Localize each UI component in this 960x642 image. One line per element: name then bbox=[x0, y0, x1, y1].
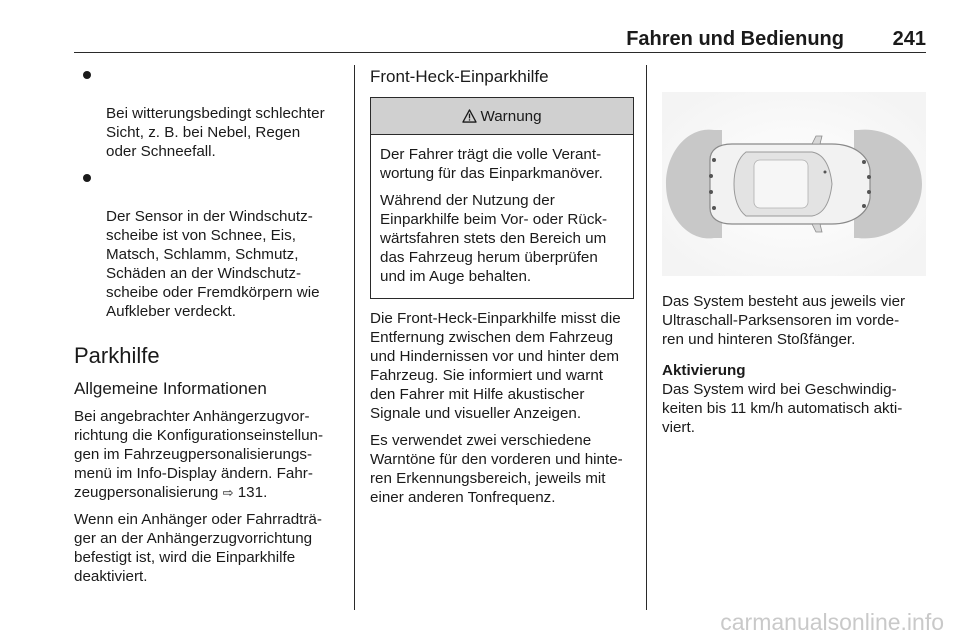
header-rule bbox=[74, 52, 926, 53]
section-heading: Front-Heck-Einparkhilfe bbox=[370, 67, 549, 86]
column-3 bbox=[662, 292, 926, 445]
warning-title: Warnung bbox=[480, 107, 542, 125]
paragraph: Das System wird bei Geschwindig- keiten bis 11 km/h automatisch akti- viert. bbox=[662, 381, 903, 436]
warning-text: Während der Nutzung der Einparkhilfe beim Vor- oder Rück- wärtsfahren stets den Bereich um das Fahrzeug herum überprüfen und im Auge behalten. bbox=[380, 192, 608, 285]
warning-header bbox=[371, 98, 633, 135]
car-parking-sensor-diagram-icon bbox=[662, 92, 926, 276]
bullet-icon bbox=[83, 71, 91, 79]
bullet-item bbox=[74, 66, 342, 161]
page-reference-arrow-icon: ⇨ bbox=[222, 485, 234, 500]
header-title: Fahren und Bedienung bbox=[626, 28, 844, 50]
column-divider bbox=[354, 65, 355, 610]
paragraph: Wenn ein Anhänger oder Fahrradträ- ger an der Anhängerzugvorrichtung befestigt ist, wird die Einparkhilfe deaktiviert. bbox=[74, 511, 322, 585]
paragraph: Das System besteht aus jeweils vier Ultraschall-Parksensoren im vorde- ren und hinteren Stoßfänger. bbox=[662, 293, 906, 348]
paragraph bbox=[74, 407, 342, 502]
page-reference: 131. bbox=[233, 484, 268, 501]
warning-text: Der Fahrer trägt die volle Verant- wortung für das Einparkmanöver. bbox=[380, 146, 603, 182]
bullet-text: Der Sensor in der Windschutz- scheibe ist von Schnee, Eis, Matsch, Schlamm, Schmutz, Schäden an der Windschutz- scheibe oder Fremdkörpern wie Aufkleber verdeckt. bbox=[106, 208, 320, 320]
subsection-heading: Aktivierung bbox=[662, 362, 746, 379]
bullet-list bbox=[74, 66, 342, 321]
warning-body bbox=[371, 135, 633, 298]
warning-box bbox=[370, 97, 634, 299]
warning-triangle-icon bbox=[462, 109, 477, 123]
watermark: carmanualsonline.info bbox=[720, 609, 944, 635]
paragraph: Die Front-Heck-Einparkhilfe misst die Entfernung zwischen dem Fahrzeug und Hindernissen vor und hinter dem Fahrzeug. Sie informiert und warnt den Fahrer mit Hilfe akustischer Signale und visueller Anzeigen. bbox=[370, 310, 621, 422]
bullet-icon bbox=[83, 174, 91, 182]
column-divider bbox=[646, 65, 647, 610]
subsection-heading: Allgemeine Informationen bbox=[74, 379, 267, 398]
column-2 bbox=[370, 66, 634, 515]
section-heading: Parkhilfe bbox=[74, 343, 160, 368]
bullet-item bbox=[74, 169, 342, 321]
paragraph: Es verwendet zwei verschiedene Warntöne für den vorderen und hinte- ren Erkennungsbereich, jeweils mit einer anderen Tonfrequenz. bbox=[370, 432, 623, 506]
bullet-text: Bei witterungsbedingt schlechter Sicht, z. B. bei Nebel, Regen oder Schneefall. bbox=[106, 105, 325, 160]
page-number: 241 bbox=[892, 28, 926, 50]
column-1 bbox=[74, 66, 342, 594]
page-header bbox=[74, 28, 926, 52]
paragraph-text: Bei angebrachter Anhängerzugvor- richtung die Konfigurationseinstellun- gen im Fahrzeugpersonalisierungs- menü im Info-Display ändern. Fahr- zeugpersonalisierung bbox=[74, 408, 324, 501]
